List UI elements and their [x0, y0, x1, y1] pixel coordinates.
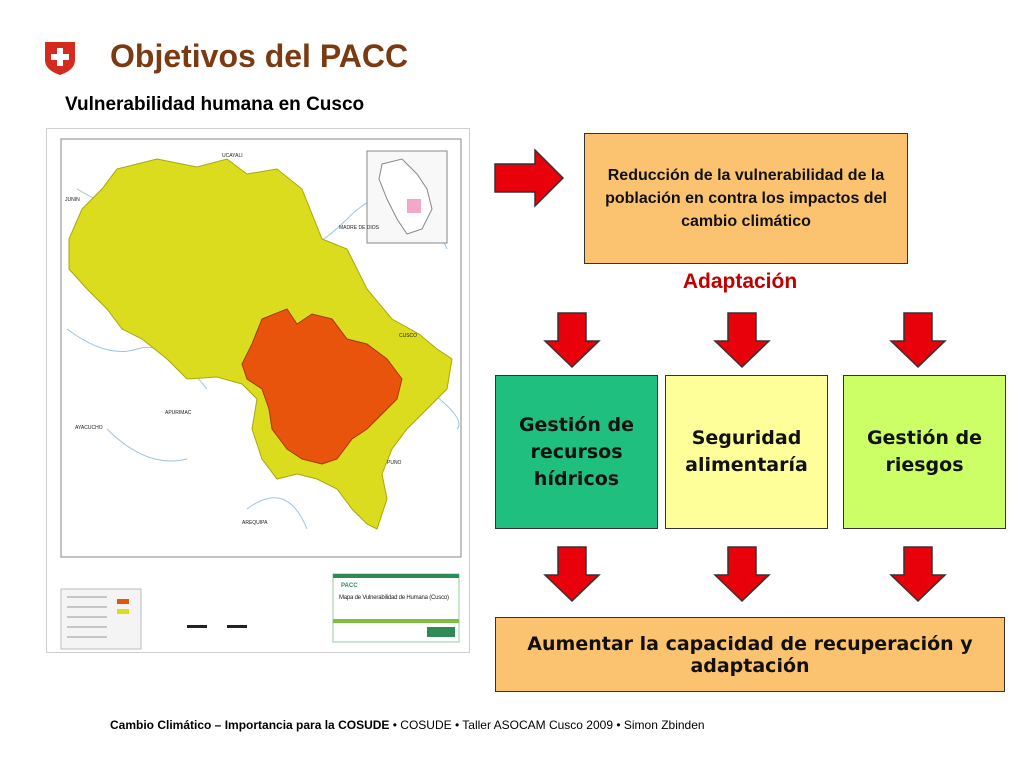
- map-label-cusco: CUSCO: [399, 333, 418, 339]
- map-label-arequipa: AREQUIPA: [242, 520, 268, 526]
- map-title-block: [333, 574, 459, 642]
- map-label-madre-de-dios: MADRE DE DIOS: [339, 225, 380, 231]
- svg-text:PACC: PACC: [341, 583, 358, 589]
- down-arrow-2: [713, 311, 771, 374]
- box-food-security: Seguridad alimentaría: [665, 375, 828, 529]
- map-label-puno: PUNO: [387, 460, 402, 466]
- slide-title: Objetivos del PACC: [110, 38, 409, 74]
- down-arrow-6: [889, 545, 947, 608]
- map-scale-bar: [187, 625, 267, 628]
- footer-details: • COSUDE • Taller ASOCAM Cusco 2009 • Simon Zbinden: [389, 718, 705, 732]
- down-arrow-5: [713, 545, 771, 608]
- footer: [110, 718, 705, 732]
- box-water-management: Gestión de recursos hídricos: [495, 375, 658, 529]
- goal-box: Reducción de la vulnerabilidad de la población en contra los impactos del cambio climático: [584, 133, 908, 264]
- red-right-arrow: [493, 148, 565, 213]
- map-label-ayacucho: AYACUCHO: [75, 425, 103, 431]
- slide-subtitle: Vulnerabilidad humana en Cusco: [65, 94, 365, 115]
- footer-title: Cambio Climático – Importancia para la COSUDE: [110, 718, 390, 732]
- svg-text:Mapa de Vulnerabilidad de Huma: Mapa de Vulnerabilidad de Humana (Cusco): [339, 595, 449, 601]
- down-arrow-3: [889, 311, 947, 374]
- vulnerability-map: [46, 128, 470, 653]
- result-box: Aumentar la capacidad de recuperación y adaptación: [495, 617, 1005, 692]
- box-risk-management: Gestión de riesgos: [843, 375, 1006, 529]
- down-arrow-4: [543, 545, 601, 608]
- map-label-apurimac: APURIMAC: [165, 410, 192, 416]
- map-label-junin: JUNIN: [65, 197, 80, 203]
- down-arrow-1: [543, 311, 601, 374]
- adaptation-label: Adaptación: [682, 270, 798, 293]
- map-legend: [61, 589, 141, 649]
- swiss-flag-logo: [45, 42, 75, 75]
- map-label-ucayali: UCAYALI: [222, 153, 243, 159]
